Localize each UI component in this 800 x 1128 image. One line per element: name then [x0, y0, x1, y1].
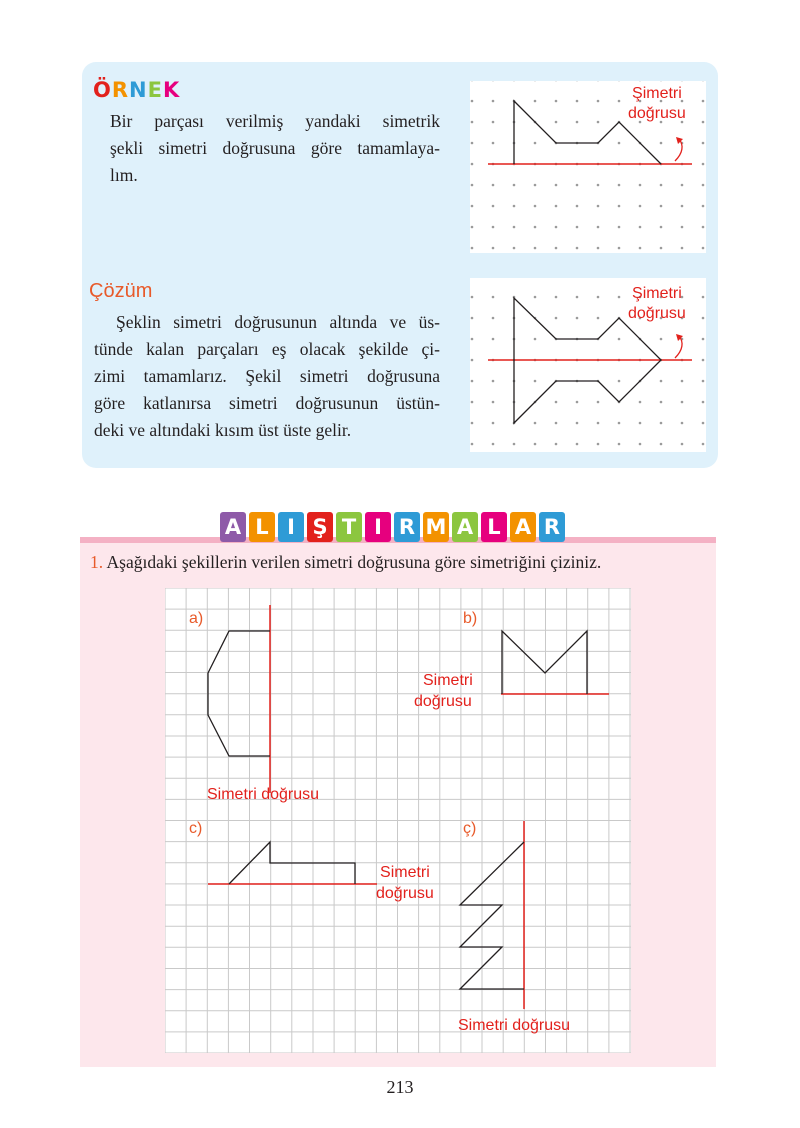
grid-dot: [513, 247, 516, 250]
grid-dot: [492, 142, 495, 145]
grid-dot: [555, 100, 558, 103]
grid-dot: [597, 205, 600, 208]
label-line: Şimetri: [632, 85, 682, 102]
grid-dot: [618, 226, 621, 229]
grid-dot: [534, 205, 537, 208]
grid-dot: [492, 100, 495, 103]
grid-dot: [534, 100, 537, 103]
grid-dot: [702, 401, 705, 404]
banner-letter: I: [365, 512, 391, 542]
solution-line: deki ve altındaki kısım üst üste gelir.: [94, 420, 352, 440]
grid-dot: [597, 184, 600, 187]
grid-dot: [555, 184, 558, 187]
grid-dot: [576, 226, 579, 229]
grid-dot: [576, 205, 579, 208]
grid-dot: [555, 121, 558, 124]
title-letter: E: [147, 78, 163, 102]
grid-dot: [576, 100, 579, 103]
grid-dot: [555, 422, 558, 425]
grid-dot: [471, 100, 474, 103]
grid-dot: [639, 422, 642, 425]
grid-dot: [471, 380, 474, 383]
title-letter: N: [129, 78, 148, 102]
label-line: doğrusu: [376, 885, 434, 902]
grid-dot: [576, 443, 579, 446]
banner-letter: A: [510, 512, 536, 542]
grid-dot: [576, 296, 579, 299]
symmetry-label-c: [376, 862, 434, 904]
grid-dot: [555, 247, 558, 250]
example-solution-text: [94, 309, 440, 444]
banner-letter: R: [539, 512, 565, 542]
solution-line: göre katlanırsa simetri doğrusunun üstün-: [94, 393, 440, 413]
grid-dot: [702, 317, 705, 320]
grid-dot: [702, 380, 705, 383]
grid-dot: [618, 205, 621, 208]
grid-dot: [702, 296, 705, 299]
grid-dot: [576, 121, 579, 124]
grid-dot: [618, 443, 621, 446]
grid-dot: [534, 247, 537, 250]
grid-dot: [702, 422, 705, 425]
banner-letter: R: [394, 512, 420, 542]
shape-b: [502, 631, 587, 694]
grid-dot: [492, 184, 495, 187]
grid-dot: [492, 443, 495, 446]
grid-dot: [534, 296, 537, 299]
grid-dot: [702, 142, 705, 145]
grid-dot: [660, 205, 663, 208]
shape-cc: [460, 842, 524, 989]
grid-dot: [702, 226, 705, 229]
label-line: Simetri: [380, 864, 430, 881]
example-title: [93, 78, 180, 102]
grid-dot: [702, 121, 705, 124]
grid-dot: [618, 184, 621, 187]
grid-dot: [471, 142, 474, 145]
grid-dot: [618, 422, 621, 425]
title-letter: R: [111, 78, 130, 102]
label-line: Şimetri: [632, 285, 682, 302]
banner-letter: L: [249, 512, 275, 542]
solution-line: zimi tamamlarız. Şekil simetri doğrusuna: [94, 366, 440, 386]
grid-dot: [597, 443, 600, 446]
grid-dot: [513, 226, 516, 229]
symmetry-label-b: [413, 670, 473, 712]
grid-dot: [555, 226, 558, 229]
grid-dot: [618, 338, 621, 341]
grid-dot: [597, 226, 600, 229]
grid-dot: [702, 184, 705, 187]
grid-dot: [534, 142, 537, 145]
label-line: doğrusu: [628, 105, 686, 122]
grid-dot: [492, 422, 495, 425]
question-1: [90, 552, 601, 573]
banner-letter: L: [481, 512, 507, 542]
grid-dot: [702, 205, 705, 208]
grid-dot: [534, 443, 537, 446]
grid-dot: [534, 338, 537, 341]
label-line: doğrusu: [413, 693, 472, 710]
grid-dot: [681, 443, 684, 446]
grid-dot: [639, 443, 642, 446]
question-text: Aşağıdaki şekillerin verilen simetri doğrusuna göre simetriğini çiziniz.: [106, 552, 602, 572]
grid-dot: [471, 121, 474, 124]
square-grid: [165, 588, 631, 1053]
grid-dot: [597, 422, 600, 425]
figure-label-a: a): [189, 610, 204, 627]
title-letter: K: [162, 78, 181, 102]
grid-dot: [702, 443, 705, 446]
grid-dot: [534, 380, 537, 383]
figure-label-c: c): [189, 820, 203, 837]
symmetry-line-label: [628, 284, 686, 324]
grid-dot: [681, 422, 684, 425]
solution-line: Şeklin simetri doğrusunun altında ve üs-: [116, 312, 440, 332]
grid-dot: [681, 380, 684, 383]
grid-dot: [471, 317, 474, 320]
grid-dot: [492, 247, 495, 250]
grid-dot: [492, 226, 495, 229]
grid-dot: [660, 338, 663, 341]
label-line: Simetri: [423, 672, 473, 689]
grid-dot: [555, 317, 558, 320]
grid-dot: [513, 443, 516, 446]
symmetry-line-label: [628, 84, 686, 124]
title-letter: Ö: [93, 78, 112, 102]
grid-dot: [534, 184, 537, 187]
problem-line: Bir parçası verilmiş yandaki simetrik: [110, 111, 440, 131]
grid-dot: [702, 247, 705, 250]
grid-figures: [165, 588, 631, 1053]
grid-dot: [471, 359, 474, 362]
grid-dot: [702, 359, 705, 362]
grid-dot: [618, 380, 621, 383]
example-problem-text: [110, 108, 440, 189]
grid-dot: [618, 247, 621, 250]
grid-dot: [660, 443, 663, 446]
solution-title: Çözüm: [89, 280, 153, 302]
grid-dot: [576, 184, 579, 187]
grid-dot: [471, 296, 474, 299]
grid-dot: [639, 401, 642, 404]
grid-dot: [492, 401, 495, 404]
grid-dot: [702, 163, 705, 166]
grid-dot: [639, 226, 642, 229]
grid-dot: [660, 142, 663, 145]
banner-letter: T: [336, 512, 362, 542]
grid-dot: [660, 401, 663, 404]
question-number: 1.: [90, 552, 104, 572]
banner-letter: M: [423, 512, 449, 542]
grid-dot: [681, 226, 684, 229]
grid-dot: [555, 443, 558, 446]
grid-dot: [471, 401, 474, 404]
figure-label-cc: ç): [463, 820, 477, 837]
grid-dot: [618, 100, 621, 103]
grid-dot: [660, 184, 663, 187]
grid-dot: [534, 422, 537, 425]
grid-dot: [513, 184, 516, 187]
symmetry-label-a: Simetri doğrusu: [207, 786, 320, 803]
grid-dot: [681, 205, 684, 208]
banner-letter: A: [452, 512, 478, 542]
grid-dot: [597, 247, 600, 250]
figure-label-b: b): [463, 610, 478, 627]
grid-dot: [471, 338, 474, 341]
grid-dot: [597, 296, 600, 299]
grid-dot: [492, 338, 495, 341]
grid-dot: [681, 184, 684, 187]
grid-dot: [618, 296, 621, 299]
grid-dot: [471, 163, 474, 166]
grid-dot: [681, 247, 684, 250]
grid-dot: [660, 247, 663, 250]
problem-line: şekli simetri doğrusuna göre tamamlaya-: [110, 138, 440, 158]
grid-dot: [639, 184, 642, 187]
solution-line: tünde kalan parçaları eş olacak şekilde çi-: [94, 339, 440, 359]
grid-dot: [702, 338, 705, 341]
grid-dot: [597, 100, 600, 103]
label-line: doğrusu: [628, 305, 686, 322]
grid-dot: [576, 247, 579, 250]
grid-dot: [702, 100, 705, 103]
grid-dot: [492, 205, 495, 208]
page-number: 213: [386, 1077, 414, 1097]
banner-letter: A: [220, 512, 246, 542]
grid-dot: [597, 401, 600, 404]
symmetry-label-cc: Simetri doğrusu: [458, 1017, 571, 1034]
grid-dot: [471, 184, 474, 187]
exercises-banner: [220, 512, 565, 544]
grid-dot: [660, 380, 663, 383]
banner-letter: I: [278, 512, 304, 542]
grid-dot: [555, 401, 558, 404]
grid-dot: [660, 422, 663, 425]
dot-grid-panel-problem: [470, 81, 706, 253]
grid-dot: [492, 296, 495, 299]
banner-letter: Ş: [307, 512, 333, 542]
grid-dot: [471, 226, 474, 229]
grid-dot: [471, 443, 474, 446]
grid-dot: [534, 226, 537, 229]
grid-dot: [471, 247, 474, 250]
grid-dot: [576, 401, 579, 404]
grid-dot: [555, 205, 558, 208]
grid-dot: [492, 121, 495, 124]
grid-dot: [513, 205, 516, 208]
grid-dot: [492, 380, 495, 383]
grid-dot: [639, 205, 642, 208]
grid-dot: [492, 317, 495, 320]
grid-dot: [618, 142, 621, 145]
grid-dot: [597, 317, 600, 320]
grid-dot: [660, 226, 663, 229]
grid-dot: [681, 401, 684, 404]
problem-line: lım.: [110, 165, 138, 185]
grid-dot: [471, 422, 474, 425]
grid-dot: [639, 247, 642, 250]
grid-dot: [576, 317, 579, 320]
grid-dot: [597, 121, 600, 124]
grid-dot: [576, 422, 579, 425]
dot-grid-panel-solution: [470, 278, 706, 452]
grid-dot: [471, 205, 474, 208]
grid-dot: [555, 296, 558, 299]
